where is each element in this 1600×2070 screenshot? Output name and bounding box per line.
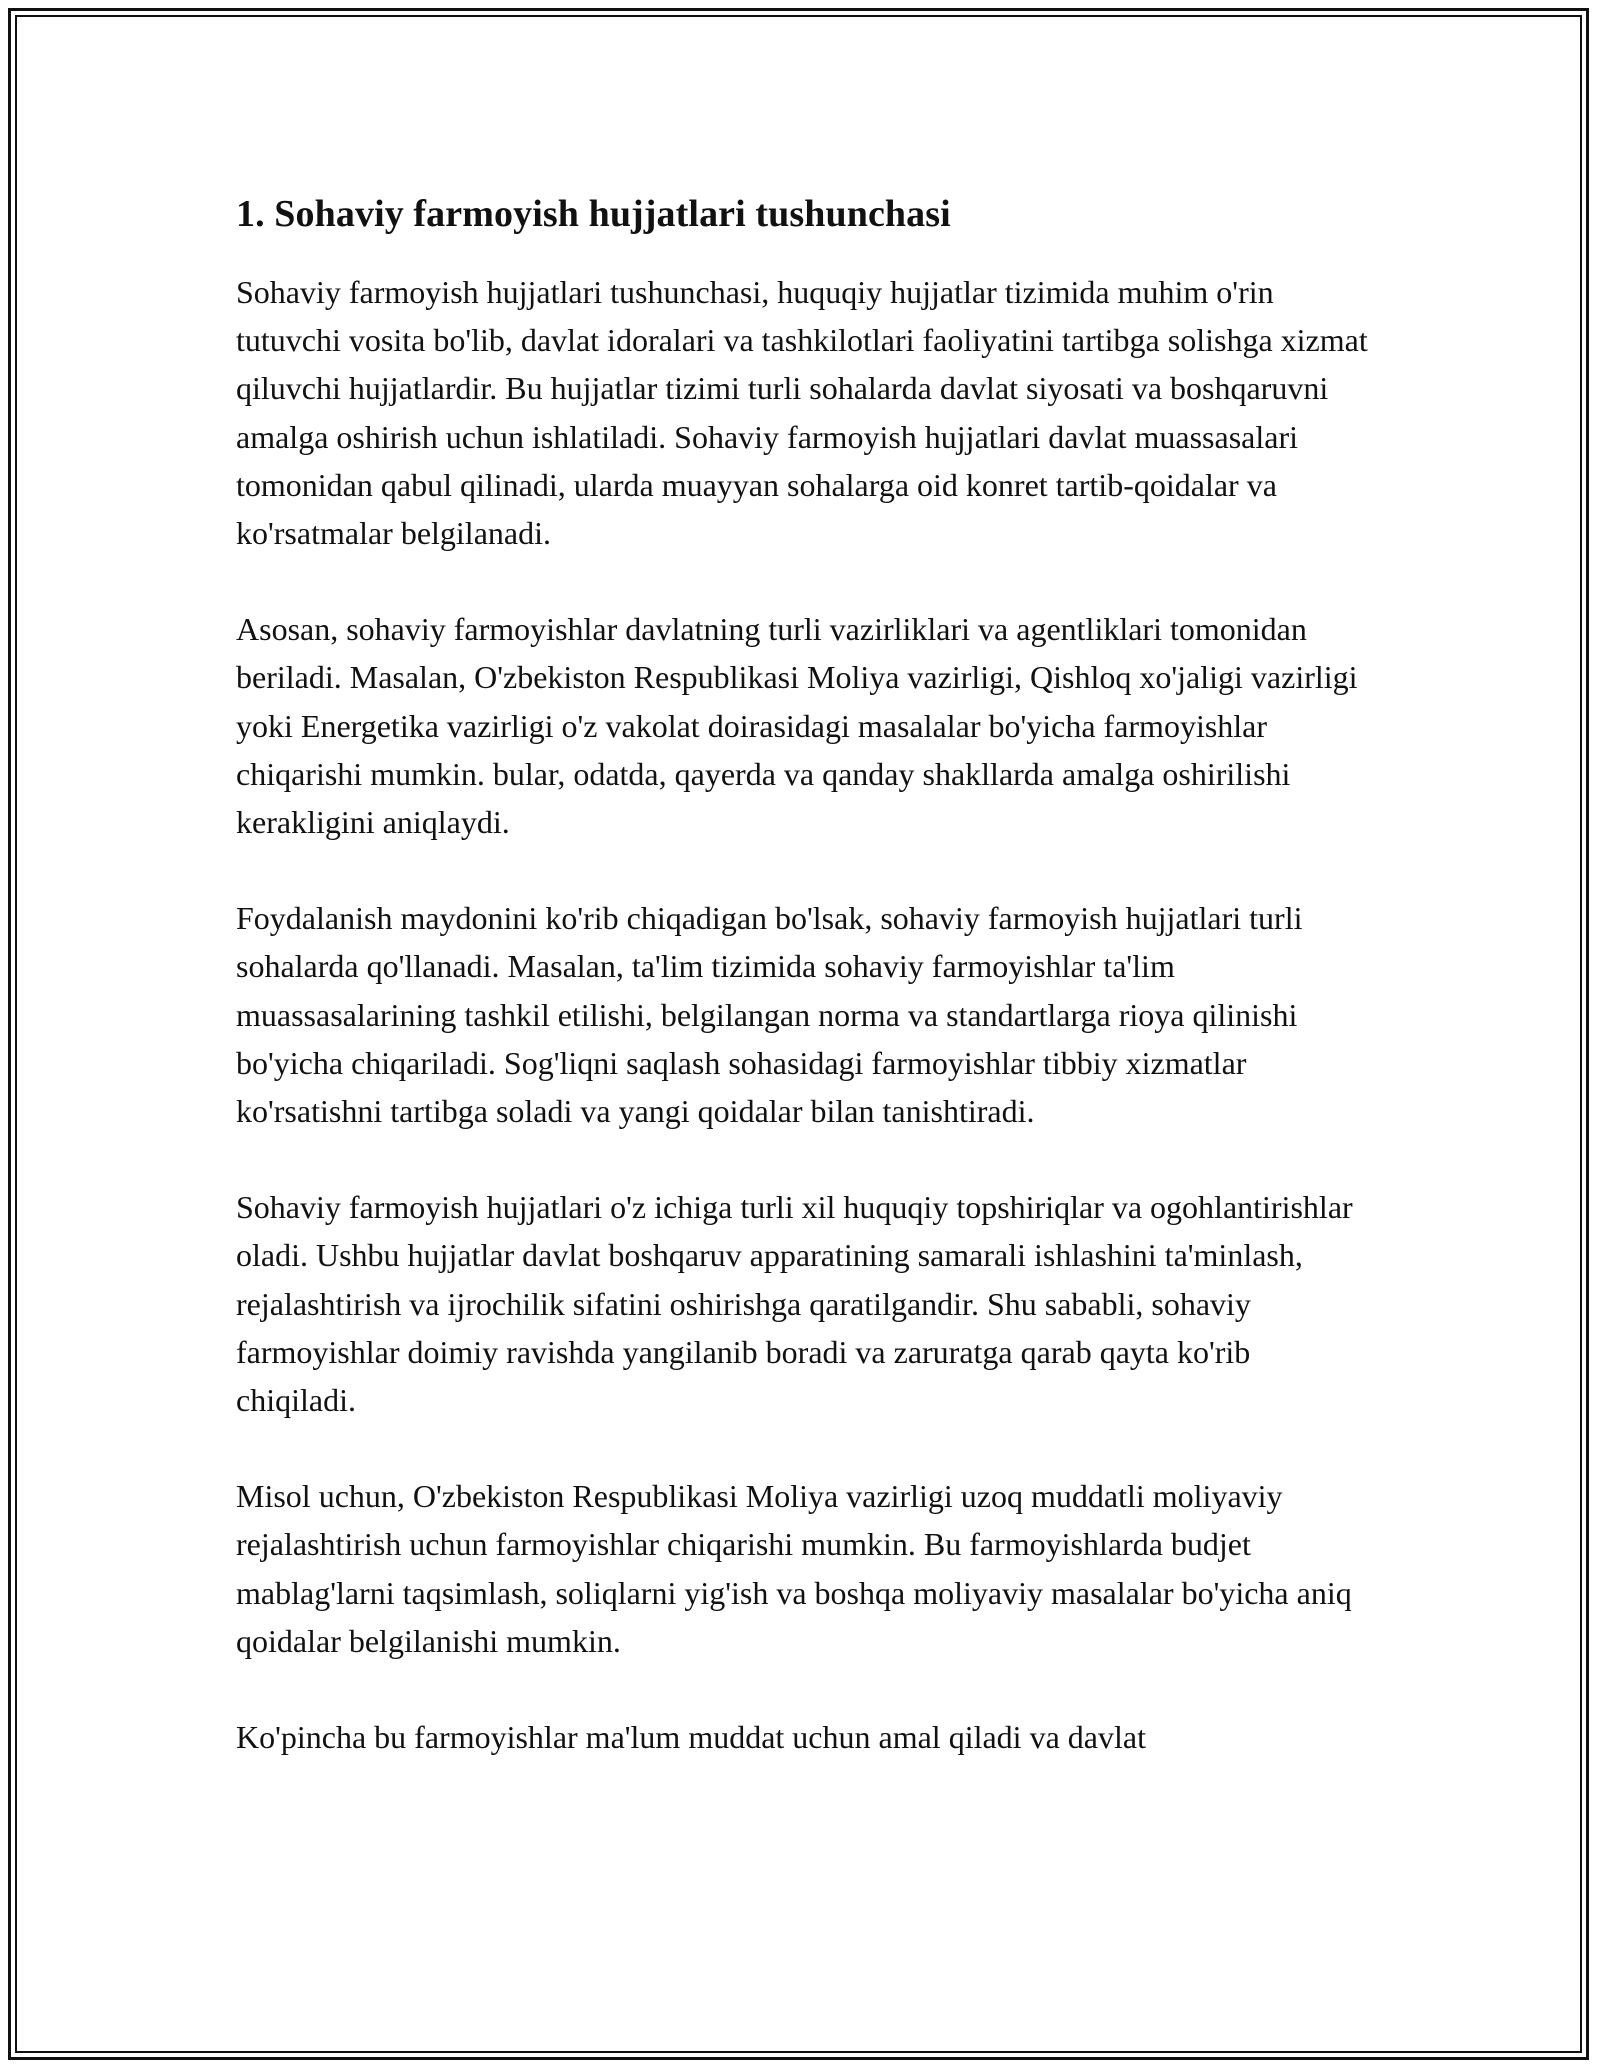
paragraph-5: Misol uchun, O'zbekiston Respublikasi Moliya vazirligi uzoq muddatli moliyaviy rejalashtirish uchun farmoyishlar chiqarishi mumkin. Bu farmoyishlarda budjet mablag'larni taqsimlash, soliqlarni yig'ish va boshqa moliyaviy masalalar bo'yicha aniq qoidalar belgilanishi mumkin.	[236, 1478, 1352, 1659]
section-heading: 1. Sohaviy farmoyish hujjatlari tushunchasi	[236, 193, 951, 235]
paragraph-1: Sohaviy farmoyish hujjatlari tushunchasi, huquqiy hujjatlar tizimida muhim o'rin tutuvchi vosita bo'lib, davlat idoralari va tashkilotlari faoliyatini tartibga solishga xizmat qiluvchi hujjatlardir. Bu hujjatlar tizimi turli sohalarda davlat siyosati va boshqaruvni amalga oshirish uchun ishlatiladi. Sohaviy farmoyish hujjatlari davlat muassasalari tomonidan qabul qilinadi, ularda muayyan sohalarga oid konret tartib-qoidalar va ko'rsatmalar belgilanadi.	[236, 274, 1368, 552]
paragraph-6: Ko'pincha bu farmoyishlar ma'lum muddat uchun amal qiladi va davlat	[236, 1719, 1146, 1756]
document-body	[236, 184, 1376, 1809]
paragraph-3: Foydalanish maydonini ko'rib chiqadigan bo'lsak, sohaviy farmoyish hujjatlari turli sohalarda qo'llanadi. Masalan, ta'lim tizimida sohaviy farmoyishlar ta'lim muassasalarining tashkil etilishi, belgilangan norma va standartlarga rioya qilinishi bo'yicha chiqariladi. Sog'liqni saqlash sohasidagi farmoyishlar tibbiy xizmatlar ko'rsatishni tartibga soladi va yangi qoidalar bilan tanishtiradi.	[236, 900, 1303, 1130]
paragraph-4: Sohaviy farmoyish hujjatlari o'z ichiga turli xil huquqiy topshiriqlar va ogohlantirishlar oladi. Ushbu hujjatlar davlat boshqaruv apparatining samarali ishlashini ta'minlash, rejalashtirish va ijrochilik sifatini oshirishga qaratilgandir. Shu sababli, sohaviy farmoyishlar doimiy ravishda yangilanib boradi va zaruratga qarab qayta ko'rib chiqiladi.	[236, 1189, 1353, 1419]
paragraph-2: Asosan, sohaviy farmoyishlar davlatning turli vazirliklari va agentliklari tomonidan beriladi. Masalan, O'zbekiston Respublikasi Moliya vazirligi, Qishloq xo'jaligi vazirligi yoki Energetika vazirligi o'z vakolat doirasidagi masalalar bo'yicha farmoyishlar chiqarishi mumkin. bular, odatda, qayerda va qanday shakllarda amalga oshirilishi kerakligini aniqlaydi.	[236, 611, 1358, 841]
